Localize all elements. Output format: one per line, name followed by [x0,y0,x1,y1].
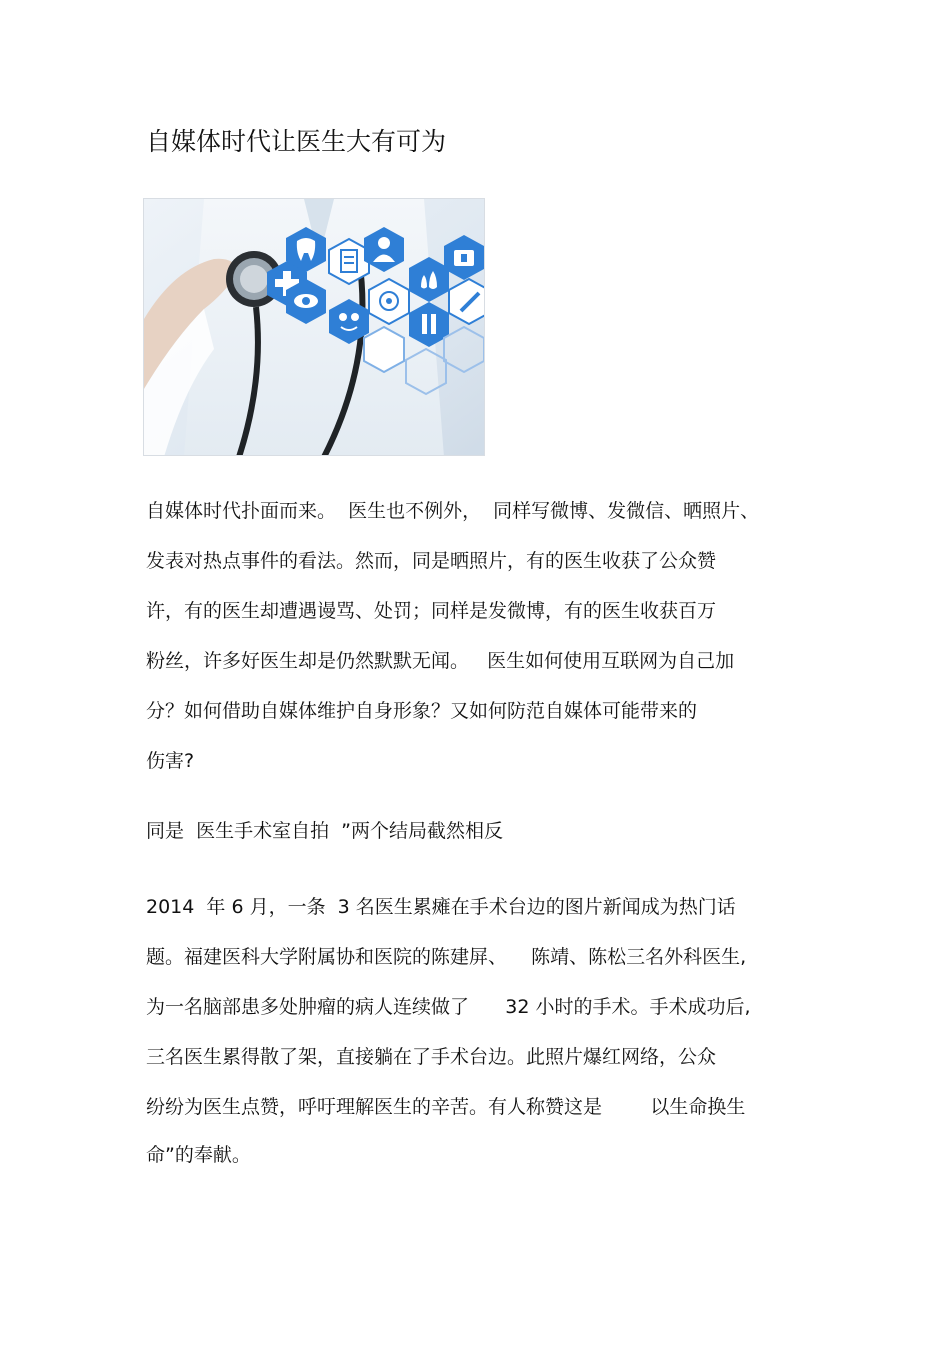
section-subheading: 同是 医生手术室自拍 ”两个结局截然相反 [146,820,504,842]
hero-image [143,198,485,456]
intro-line: 伤害? [146,750,195,772]
intro-line: 发表对热点事件的看法。然而，同是晒照片，有的医生收获了公众赞 [146,550,717,572]
body-line: 2014 年 6 月，一条 3 名医生累瘫在手术台边的图片新闻成为热门话 [146,896,736,918]
flask-icon [369,279,409,324]
page-title: 自媒体时代让医生大有可为 [146,127,447,156]
intro-line: 许，有的医生却遭遇谩骂、处罚；同样是发微博，有的医生收获百万 [146,600,717,622]
medical-illustration [144,199,485,456]
intro-line: 自媒体时代扑面而来。 医生也不例外， 同样写微博、发微信、晒照片、 [146,500,760,522]
body-line: 命”的奉献。 [146,1144,251,1166]
clipboard-icon [329,239,369,284]
intro-line: 分？如何借助自媒体维护自身形象？又如何防范自媒体可能带来的 [146,700,698,722]
intro-line: 粉丝，许多好医生却是仍然默默无闻。 医生如何使用互联网为自己加 [146,650,735,672]
body-line: 为一名脑部患多处肿瘤的病人连续做了 32 小时的手术。手术成功后, [146,996,751,1018]
body-line: 三名医生累得散了架，直接躺在了手术台边。此照片爆红网络，公众 [146,1046,717,1068]
body-line: 题。福建医科大学附属协和医院的陈建屏、 陈靖、陈松三名外科医生, [146,946,747,968]
thermometer-icon [364,327,404,372]
body-line: 纷纷为医生点赞，呼吁理解医生的辛苦。有人称赞这是 以生命换生 [146,1096,746,1118]
